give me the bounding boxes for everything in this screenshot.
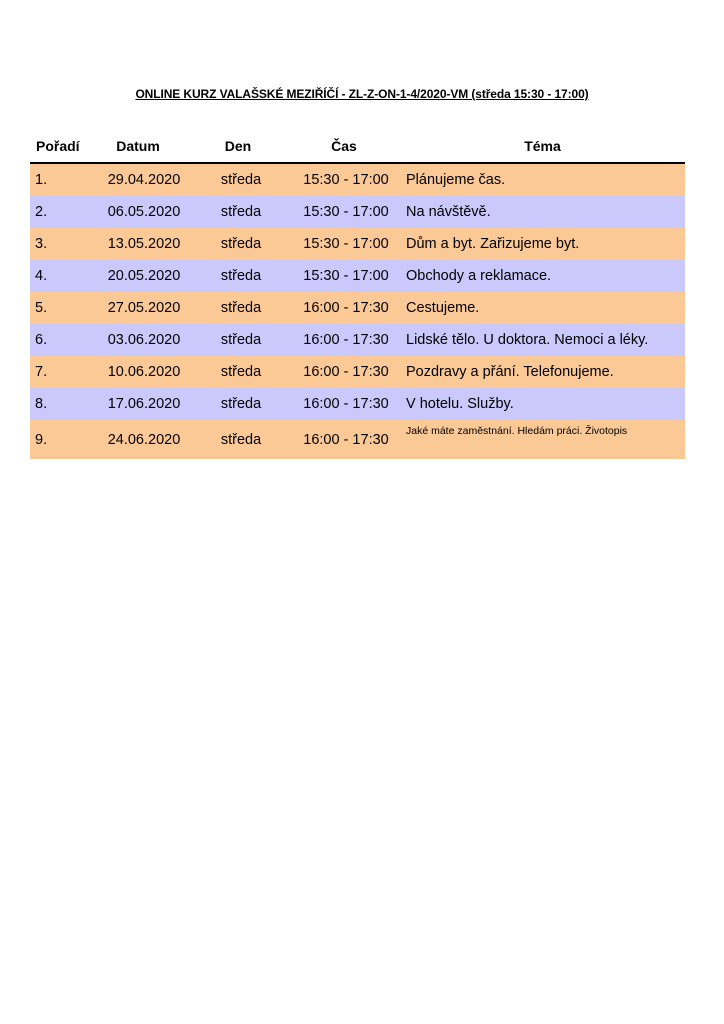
cell-topic: Pozdravy a přání. Telefonujeme. (400, 356, 685, 388)
cell-order: 6. (30, 324, 88, 356)
cell-date: 10.06.2020 (88, 356, 188, 388)
page-title: ONLINE KURZ VALAŠSKÉ MEZIŘÍČÍ - ZL-Z-ON-1-4/2020-VM (středa 15:30 - 17:00) (135, 87, 589, 101)
cell-day: středa (188, 388, 288, 420)
table-row (30, 228, 685, 260)
cell-day: středa (188, 324, 288, 356)
cell-order: 4. (30, 260, 88, 292)
cell-order: 5. (30, 292, 88, 324)
cell-order: 9. (30, 420, 88, 459)
cell-topic: Na návštěvě. (400, 196, 685, 228)
cell-day: středa (188, 420, 288, 459)
cell-date: 13.05.2020 (88, 228, 188, 260)
cell-topic: Cestujeme. (400, 292, 685, 324)
header-time: Čas (288, 130, 400, 163)
table-row (30, 420, 685, 459)
header-topic: Téma (400, 130, 685, 163)
cell-order: 1. (30, 163, 88, 196)
table-row (30, 260, 685, 292)
cell-day: středa (188, 196, 288, 228)
cell-day: středa (188, 260, 288, 292)
cell-time: 15:30 - 17:00 (288, 260, 400, 292)
table-row (30, 292, 685, 324)
cell-order: 8. (30, 388, 88, 420)
cell-time: 15:30 - 17:00 (288, 228, 400, 260)
cell-day: středa (188, 228, 288, 260)
header-order: Pořadí (30, 130, 88, 163)
cell-order: 3. (30, 228, 88, 260)
cell-order: 7. (30, 356, 88, 388)
table-row (30, 163, 685, 196)
cell-date: 03.06.2020 (88, 324, 188, 356)
cell-topic: Plánujeme čas. (400, 163, 685, 196)
cell-day: středa (188, 356, 288, 388)
cell-date: 06.05.2020 (88, 196, 188, 228)
cell-date: 17.06.2020 (88, 388, 188, 420)
table-row (30, 196, 685, 228)
cell-day: středa (188, 163, 288, 196)
cell-order: 2. (30, 196, 88, 228)
cell-date: 29.04.2020 (88, 163, 188, 196)
cell-topic: Dům a byt. Zařizujeme byt. (400, 228, 685, 260)
table-row (30, 324, 685, 356)
cell-date: 20.05.2020 (88, 260, 188, 292)
schedule-table (30, 130, 685, 459)
table-row (30, 388, 685, 420)
cell-time: 16:00 - 17:30 (288, 388, 400, 420)
header-row (30, 130, 685, 163)
cell-topic: Obchody a reklamace. (400, 260, 685, 292)
cell-topic: Lidské tělo. U doktora. Nemoci a léky. (400, 324, 685, 356)
cell-time: 16:00 - 17:30 (288, 420, 400, 459)
header-date: Datum (88, 130, 188, 163)
cell-day: středa (188, 292, 288, 324)
cell-time: 16:00 - 17:30 (288, 292, 400, 324)
cell-topic: Jaké máte zaměstnání. Hledám práci. Životopis (400, 420, 685, 459)
table-row (30, 356, 685, 388)
cell-time: 15:30 - 17:00 (288, 196, 400, 228)
cell-date: 27.05.2020 (88, 292, 188, 324)
header-day: Den (188, 130, 288, 163)
cell-date: 24.06.2020 (88, 420, 188, 459)
cell-time: 16:00 - 17:30 (288, 356, 400, 388)
cell-time: 15:30 - 17:00 (288, 163, 400, 196)
cell-time: 16:00 - 17:30 (288, 324, 400, 356)
cell-topic: V hotelu. Služby. (400, 388, 685, 420)
